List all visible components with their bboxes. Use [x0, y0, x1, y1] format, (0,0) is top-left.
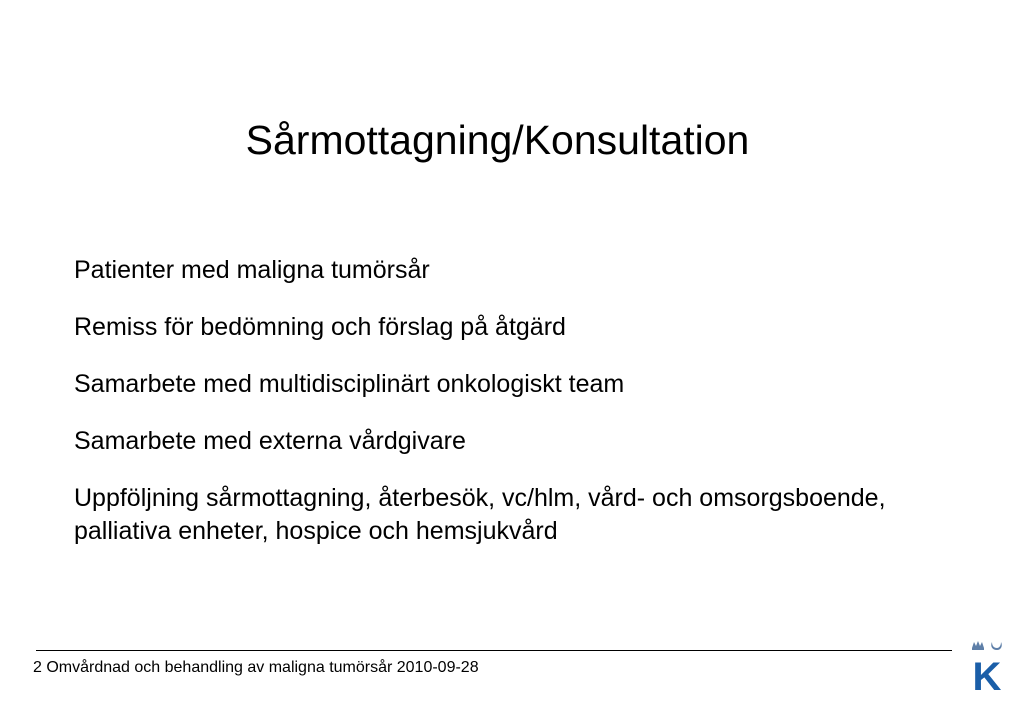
bullet-item: Uppföljning sårmottagning, återbesök, vc/hlm, vård- och omsorgsboende, palliativa enheter, hospice och hemsjukvård	[74, 484, 886, 545]
slide-title: Sårmottagning/Konsultation	[245, 117, 750, 163]
bullet-item: Samarbete med externa vårdgivare	[74, 427, 466, 455]
bullet-list	[74, 254, 974, 548]
karolinska-logo-icon	[966, 638, 1008, 696]
bullet-item: Samarbete med multidisciplinärt onkologiskt team	[74, 370, 625, 398]
bullet-item: Remiss för bedömning och förslag på åtgärd	[74, 313, 566, 341]
logo-letter: K	[972, 655, 1002, 696]
footer-divider	[36, 650, 952, 651]
bullet-item: Patienter med maligna tumörsår	[74, 256, 430, 284]
footer-text: 2 Omvårdnad och behandling av maligna tumörsår 2010-09-28	[33, 659, 479, 676]
